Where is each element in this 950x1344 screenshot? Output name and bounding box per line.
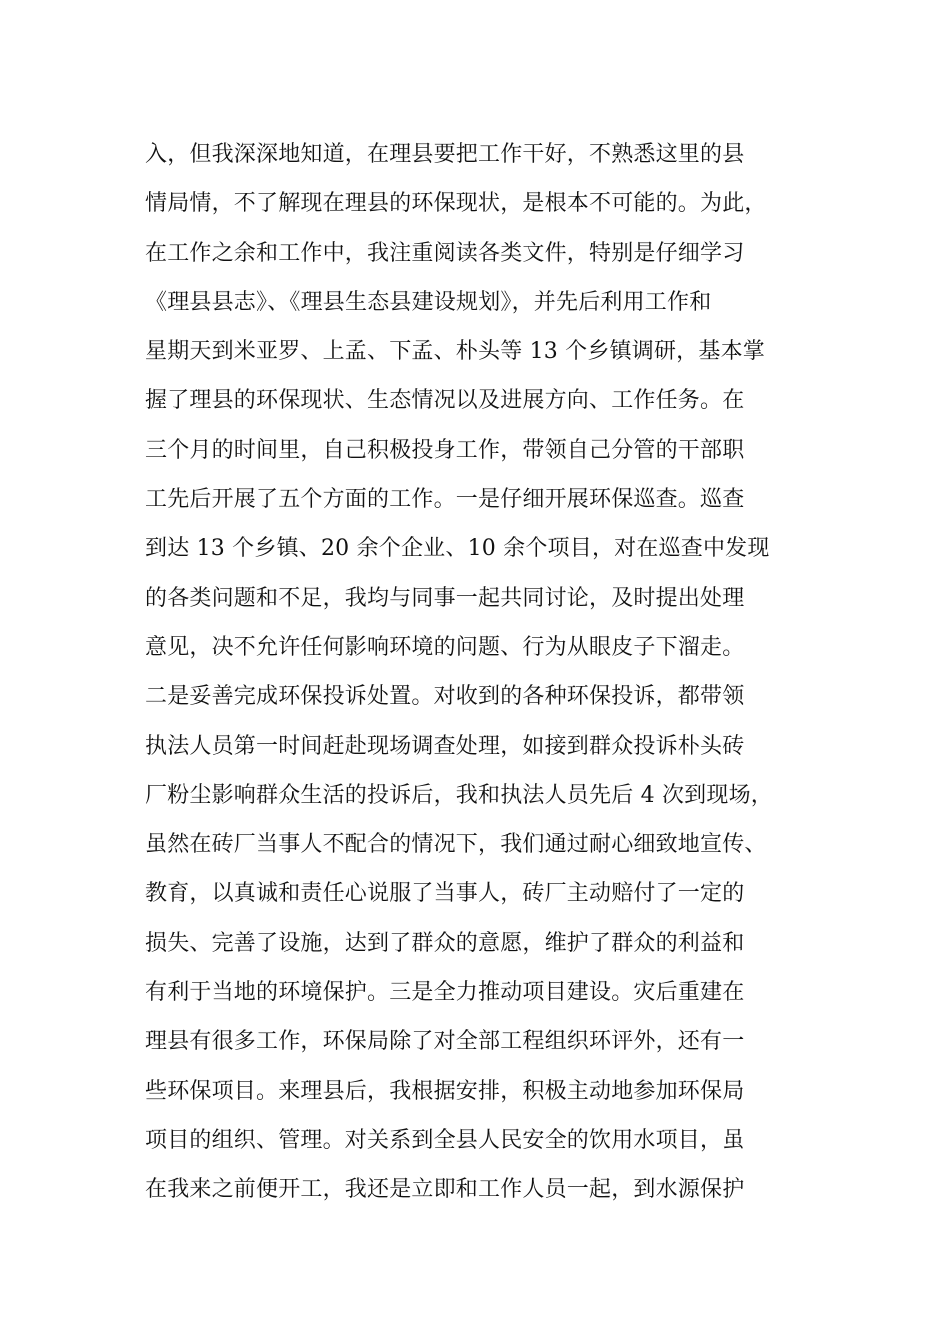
text-line: 工先后开展了五个方面的工作。一是仔细开展环保巡查。巡查	[145, 487, 745, 513]
text-line: 项目的组织、管理。对关系到全县人民安全的饮用水项目，虽	[145, 1127, 745, 1153]
text-line: 损失、完善了设施，达到了群众的意愿，维护了群众的利益和	[145, 930, 745, 956]
text-line: 二是妥善完成环保投诉处置。对收到的各种环保投诉，都带领	[145, 684, 745, 710]
text-line: 些环保项目。来理县后，我根据安排，积极主动地参加环保局	[145, 1078, 745, 1104]
body-text	[145, 130, 825, 1215]
text-line: 的各类问题和不足，我均与同事一起共同讨论，及时提出处理	[145, 585, 745, 611]
text-line: 理县有很多工作，环保局除了对全部工程组织环评外，还有一	[145, 1029, 745, 1055]
text-line: 意见，决不允许任何影响环境的问题、行为从眼皮子下溜走。	[145, 634, 745, 660]
text-line: 在我来之前便开工，我还是立即和工作人员一起，到水源保护	[145, 1177, 745, 1203]
text-line: 入，但我深深地知道，在理县要把工作干好，不熟悉这里的县	[145, 142, 745, 167]
text-line: 《理县县志》、《理县生态县建设规划》，并先后利用工作和	[145, 289, 712, 315]
text-line: 执法人员第一时间赶赴现场调查处理，如接到群众投诉朴头砖	[145, 733, 745, 759]
text-line: 有利于当地的环境保护。三是全力推动项目建设。灾后重建在	[145, 980, 745, 1006]
text-line: 星期天到米亚罗、上孟、下孟、朴头等 13 个乡镇调研，基本掌	[145, 339, 765, 365]
text-line: 教育，以真诚和责任心说服了当事人，砖厂主动赔付了一定的	[145, 881, 745, 907]
text-line: 握了理县的环保现状、生态情况以及进展方向、工作任务。在	[145, 388, 745, 414]
text-line: 到达 13 个乡镇、20 余个企业、10 余个项目，对在巡查中发现	[145, 536, 770, 562]
text-line: 虽然在砖厂当事人不配合的情况下，我们通过耐心细致地宣传、	[145, 832, 767, 858]
text-line: 三个月的时间里，自己积极投身工作，带领自己分管的干部职	[145, 437, 745, 463]
text-line: 厂粉尘影响群众生活的投诉后，我和执法人员先后 4 次到现场，	[145, 782, 773, 808]
text-line: 情局情，不了解现在理县的环保现状，是根本不可能的。为此，	[145, 191, 767, 217]
text-line: 在工作之余和工作中，我注重阅读各类文件，特别是仔细学习	[145, 240, 745, 266]
